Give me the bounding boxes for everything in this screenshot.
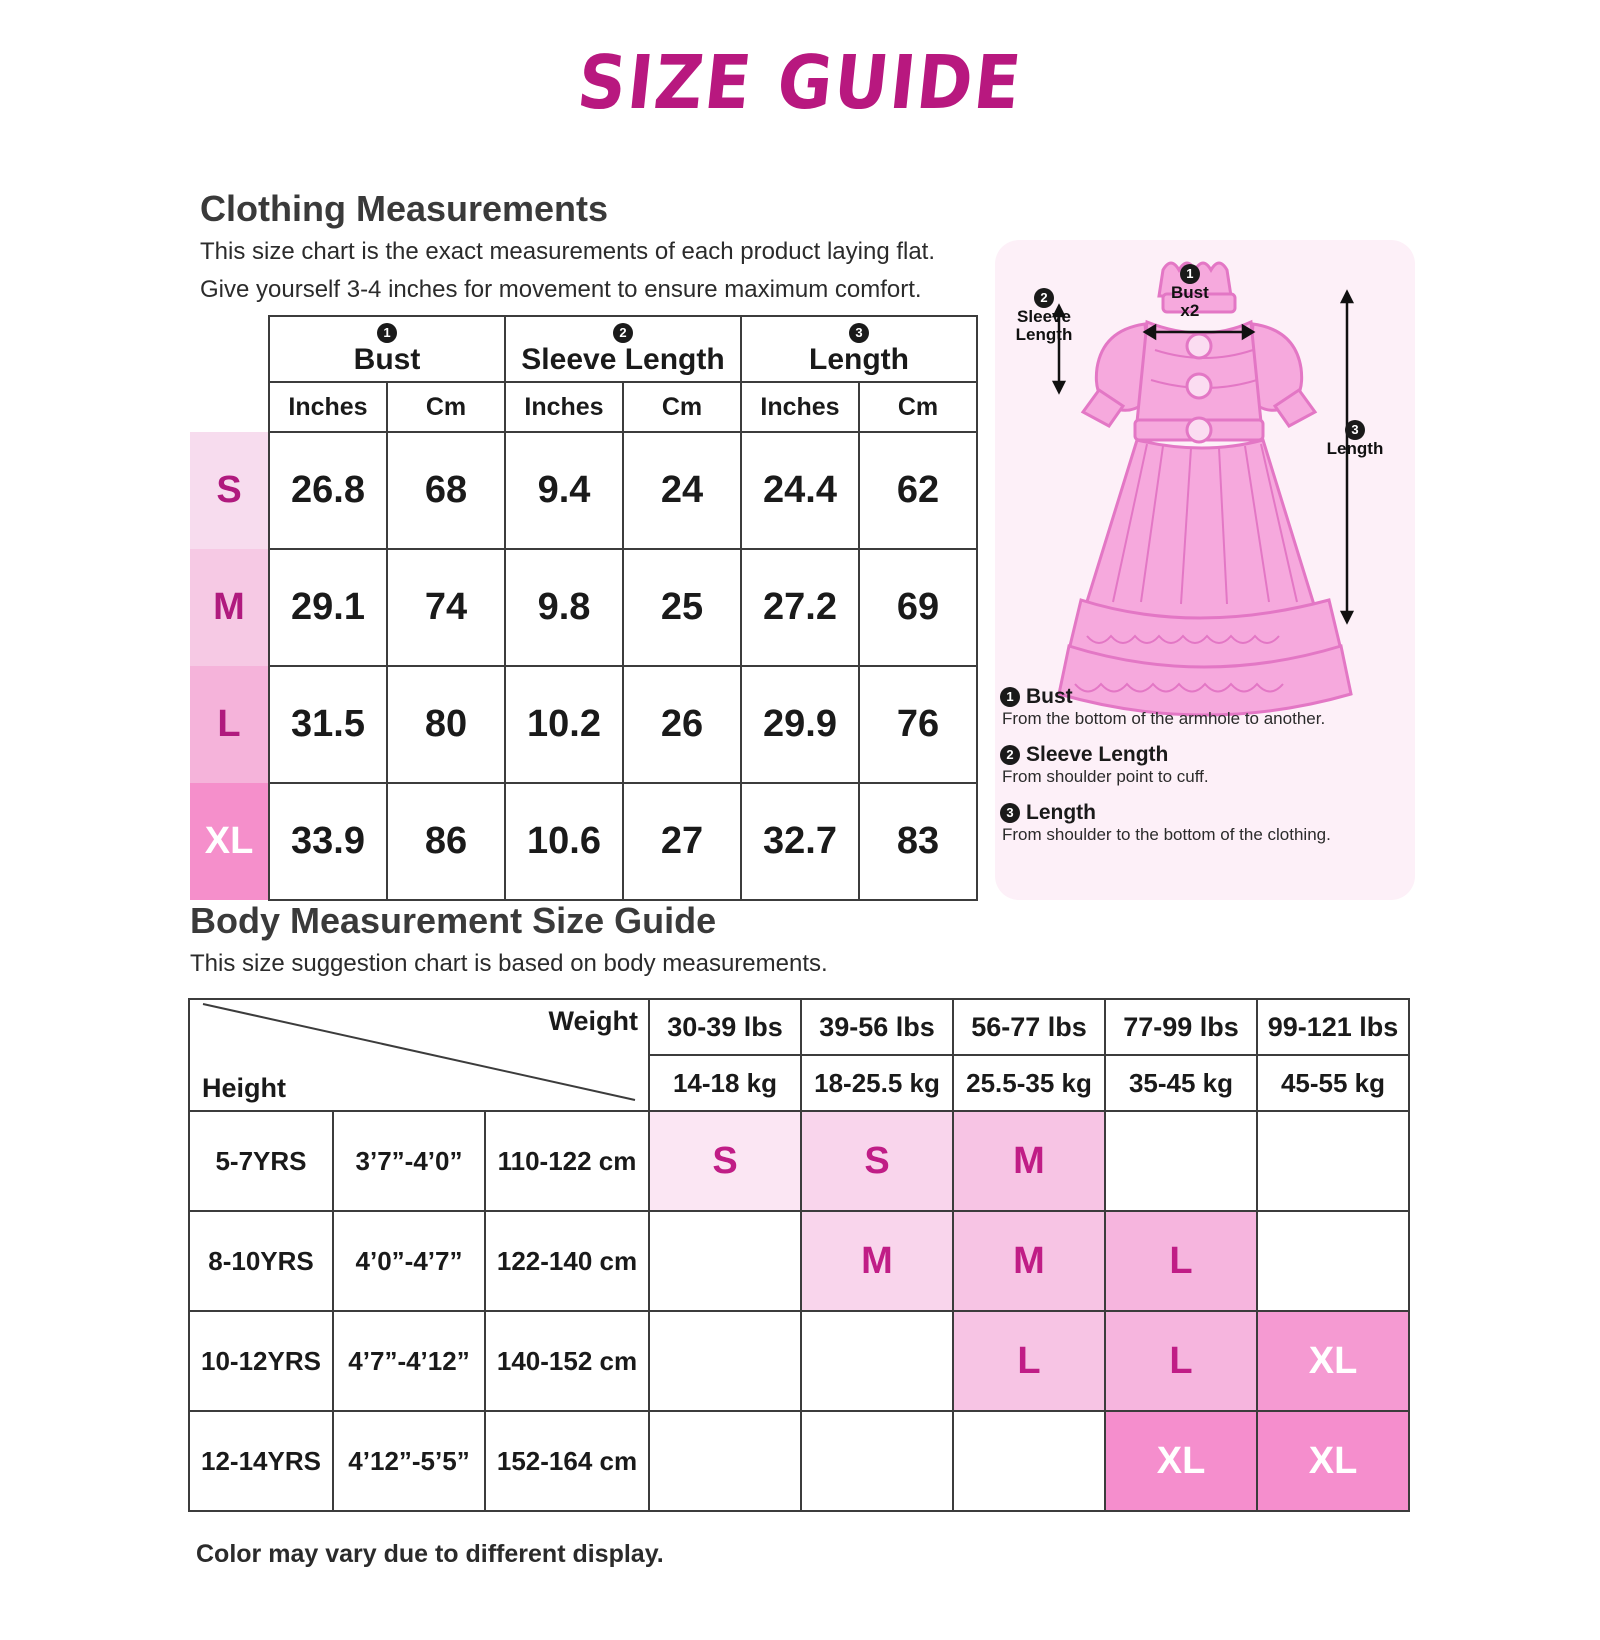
weight-kg-4: 35-45 kg — [1105, 1055, 1257, 1111]
annotation-sleeve-length — [1001, 288, 1087, 344]
legend-item-length — [1000, 801, 1420, 845]
table-row — [189, 1111, 1409, 1211]
cell-l-bust-inches: 31.5 — [269, 666, 387, 783]
suggest-r2c3: M — [953, 1211, 1105, 1311]
circle-number-3-icon: 3 — [1000, 803, 1020, 823]
height-cm-12-14yrs: 152-164 cm — [485, 1411, 649, 1511]
body-subtext: This size suggestion chart is based on body measurements. — [190, 950, 828, 977]
suggest-r2c2: M — [801, 1211, 953, 1311]
clothing-subtext-line2: Give yourself 3-4 inches for movement to ensure maximum comfort. — [200, 276, 922, 304]
weight-kg-1: 14-18 kg — [649, 1055, 801, 1111]
suggest-r3c1 — [649, 1311, 801, 1411]
annotation-length — [1313, 420, 1397, 458]
legend-title-sleeve-length: Sleeve Length — [1026, 743, 1169, 766]
suggest-r4c1 — [649, 1411, 801, 1511]
group-label-sleeve-length: Sleeve Length — [521, 342, 725, 376]
suggest-r1c5 — [1257, 1111, 1409, 1211]
suggest-r1c1: S — [649, 1111, 801, 1211]
weight-kg-2: 18-25.5 kg — [801, 1055, 953, 1111]
height-cm-5-7yrs: 110-122 cm — [485, 1111, 649, 1211]
cell-l-length-inches: 29.9 — [741, 666, 859, 783]
cell-m-length-inches: 27.2 — [741, 549, 859, 666]
cell-xl-sleeve-inches: 10.6 — [505, 783, 623, 900]
suggest-r1c4 — [1105, 1111, 1257, 1211]
suggest-r3c3: L — [953, 1311, 1105, 1411]
table-row — [190, 783, 977, 900]
measurement-legend — [1000, 685, 1420, 859]
weight-lbs-5: 99-121 lbs — [1257, 999, 1409, 1055]
suggest-r4c5: XL — [1257, 1411, 1409, 1511]
table-header-group-row — [190, 316, 977, 382]
body-measurement-section — [190, 900, 1090, 980]
cell-s-bust-cm: 68 — [387, 432, 505, 549]
weight-kg-5: 45-55 kg — [1257, 1055, 1409, 1111]
body-heading: Body Measurement Size Guide — [190, 900, 717, 941]
group-label-length: Length — [809, 342, 909, 376]
legend-desc-length: From shoulder to the bottom of the clothing. — [1002, 825, 1331, 844]
empty-corner-cell — [190, 316, 269, 382]
group-label-bust: Bust — [353, 342, 421, 376]
suggest-r1c2: S — [801, 1111, 953, 1211]
annotation-length-label: Length — [1326, 439, 1384, 458]
age-10-12yrs: 10-12YRS — [189, 1311, 333, 1411]
table-row — [189, 1311, 1409, 1411]
weight-label: Weight — [548, 1006, 638, 1036]
legend-title-bust: Bust — [1026, 685, 1073, 708]
size-label-m: M — [190, 549, 269, 666]
cell-l-length-cm: 76 — [859, 666, 977, 783]
suggest-r2c4: L — [1105, 1211, 1257, 1311]
cell-s-bust-inches: 26.8 — [269, 432, 387, 549]
cell-xl-length-inches: 32.7 — [741, 783, 859, 900]
table-row — [190, 432, 977, 549]
legend-desc-sleeve-length: From shoulder point to cuff. — [1002, 767, 1209, 786]
cell-xl-bust-inches: 33.9 — [269, 783, 387, 900]
cell-m-bust-cm: 74 — [387, 549, 505, 666]
color-disclaimer: Color may vary due to different display. — [196, 1540, 664, 1568]
height-cm-10-12yrs: 140-152 cm — [485, 1311, 649, 1411]
cell-s-sleeve-cm: 24 — [623, 432, 741, 549]
unit-header-length-inches: Inches — [741, 382, 859, 432]
circle-number-2-icon: 2 — [1034, 288, 1054, 308]
suggest-r4c4: XL — [1105, 1411, 1257, 1511]
table-row — [189, 1211, 1409, 1311]
height-ft-8-10yrs: 4’0”-4’7” — [333, 1211, 485, 1311]
circle-number-3-icon: 3 — [1345, 420, 1365, 440]
age-12-14yrs: 12-14YRS — [189, 1411, 333, 1511]
cell-xl-sleeve-cm: 27 — [623, 783, 741, 900]
suggest-r2c5 — [1257, 1211, 1409, 1311]
cell-xl-bust-cm: 86 — [387, 783, 505, 900]
unit-header-sleeve-inches: Inches — [505, 382, 623, 432]
circle-number-2-icon: 2 — [613, 323, 633, 343]
legend-desc-bust: From the bottom of the armhole to another. — [1002, 709, 1326, 728]
clothing-heading: Clothing Measurements — [200, 188, 609, 229]
weight-kg-3: 25.5-35 kg — [953, 1055, 1105, 1111]
cell-l-sleeve-inches: 10.2 — [505, 666, 623, 783]
page-title: SIZE GUIDE — [573, 40, 1027, 126]
annotation-bust-x2: x2 — [1180, 300, 1200, 320]
cell-m-bust-inches: 29.1 — [269, 549, 387, 666]
suggest-r4c2 — [801, 1411, 953, 1511]
unit-header-length-cm: Cm — [859, 382, 977, 432]
height-ft-12-14yrs: 4’12”-5’5” — [333, 1411, 485, 1511]
cell-s-sleeve-inches: 9.4 — [505, 432, 623, 549]
suggest-r3c4: L — [1105, 1311, 1257, 1411]
clothing-subtext-line1: This size chart is the exact measurements of each product laying flat. — [200, 238, 936, 265]
group-header-bust — [269, 316, 505, 382]
group-header-sleeve-length — [505, 316, 741, 382]
table-row — [190, 549, 977, 666]
size-label-xl: XL — [190, 783, 269, 900]
cell-s-length-inches: 24.4 — [741, 432, 859, 549]
annotation-bust-label: Bust — [1171, 283, 1209, 302]
suggest-r3c5: XL — [1257, 1311, 1409, 1411]
cell-m-sleeve-inches: 9.8 — [505, 549, 623, 666]
body-measurement-table — [188, 998, 1410, 1512]
height-cm-8-10yrs: 122-140 cm — [485, 1211, 649, 1311]
cell-l-sleeve-cm: 26 — [623, 666, 741, 783]
annotation-sleeve-line2: Length — [1015, 324, 1073, 344]
circle-number-2-icon: 2 — [1000, 745, 1020, 765]
weight-lbs-4: 77-99 lbs — [1105, 999, 1257, 1055]
suggest-r2c1 — [649, 1211, 801, 1311]
unit-header-sleeve-cm: Cm — [623, 382, 741, 432]
circle-number-1-icon: 1 — [1000, 687, 1020, 707]
height-ft-5-7yrs: 3’7”-4’0” — [333, 1111, 485, 1211]
age-8-10yrs: 8-10YRS — [189, 1211, 333, 1311]
group-header-length — [741, 316, 977, 382]
legend-title-length: Length — [1026, 801, 1096, 824]
size-label-s: S — [190, 432, 269, 549]
table-row — [189, 1411, 1409, 1511]
circle-number-3-icon: 3 — [849, 323, 869, 343]
cell-m-sleeve-cm: 25 — [623, 549, 741, 666]
unit-header-bust-cm: Cm — [387, 382, 505, 432]
weight-height-corner-cell — [189, 999, 649, 1111]
annotation-bust — [1171, 264, 1209, 320]
cell-xl-length-cm: 83 — [859, 783, 977, 900]
legend-item-sleeve-length — [1000, 743, 1420, 787]
age-5-7yrs: 5-7YRS — [189, 1111, 333, 1211]
legend-item-bust — [1000, 685, 1420, 729]
suggest-r1c3: M — [953, 1111, 1105, 1211]
height-label: Height — [202, 1073, 286, 1103]
suggest-r3c2 — [801, 1311, 953, 1411]
weight-lbs-3: 56-77 lbs — [953, 999, 1105, 1055]
empty-corner-cell-2 — [190, 382, 269, 432]
unit-header-bust-inches: Inches — [269, 382, 387, 432]
weight-lbs-2: 39-56 lbs — [801, 999, 953, 1055]
annotation-sleeve-line1: Sleeve — [1017, 307, 1071, 326]
table-header-unit-row — [190, 382, 977, 432]
clothing-measurements-table — [190, 315, 978, 901]
circle-number-1-icon: 1 — [1180, 264, 1200, 284]
cell-m-length-cm: 69 — [859, 549, 977, 666]
cell-s-length-cm: 62 — [859, 432, 977, 549]
circle-number-1-icon: 1 — [377, 323, 397, 343]
weight-lbs-1: 30-39 lbs — [649, 999, 801, 1055]
cell-l-bust-cm: 80 — [387, 666, 505, 783]
size-label-l: L — [190, 666, 269, 783]
height-ft-10-12yrs: 4’7”-4’12” — [333, 1311, 485, 1411]
body-header-lbs-row — [189, 999, 1409, 1055]
clothing-measurements-section — [200, 188, 990, 307]
suggest-r4c3 — [953, 1411, 1105, 1511]
table-row — [190, 666, 977, 783]
